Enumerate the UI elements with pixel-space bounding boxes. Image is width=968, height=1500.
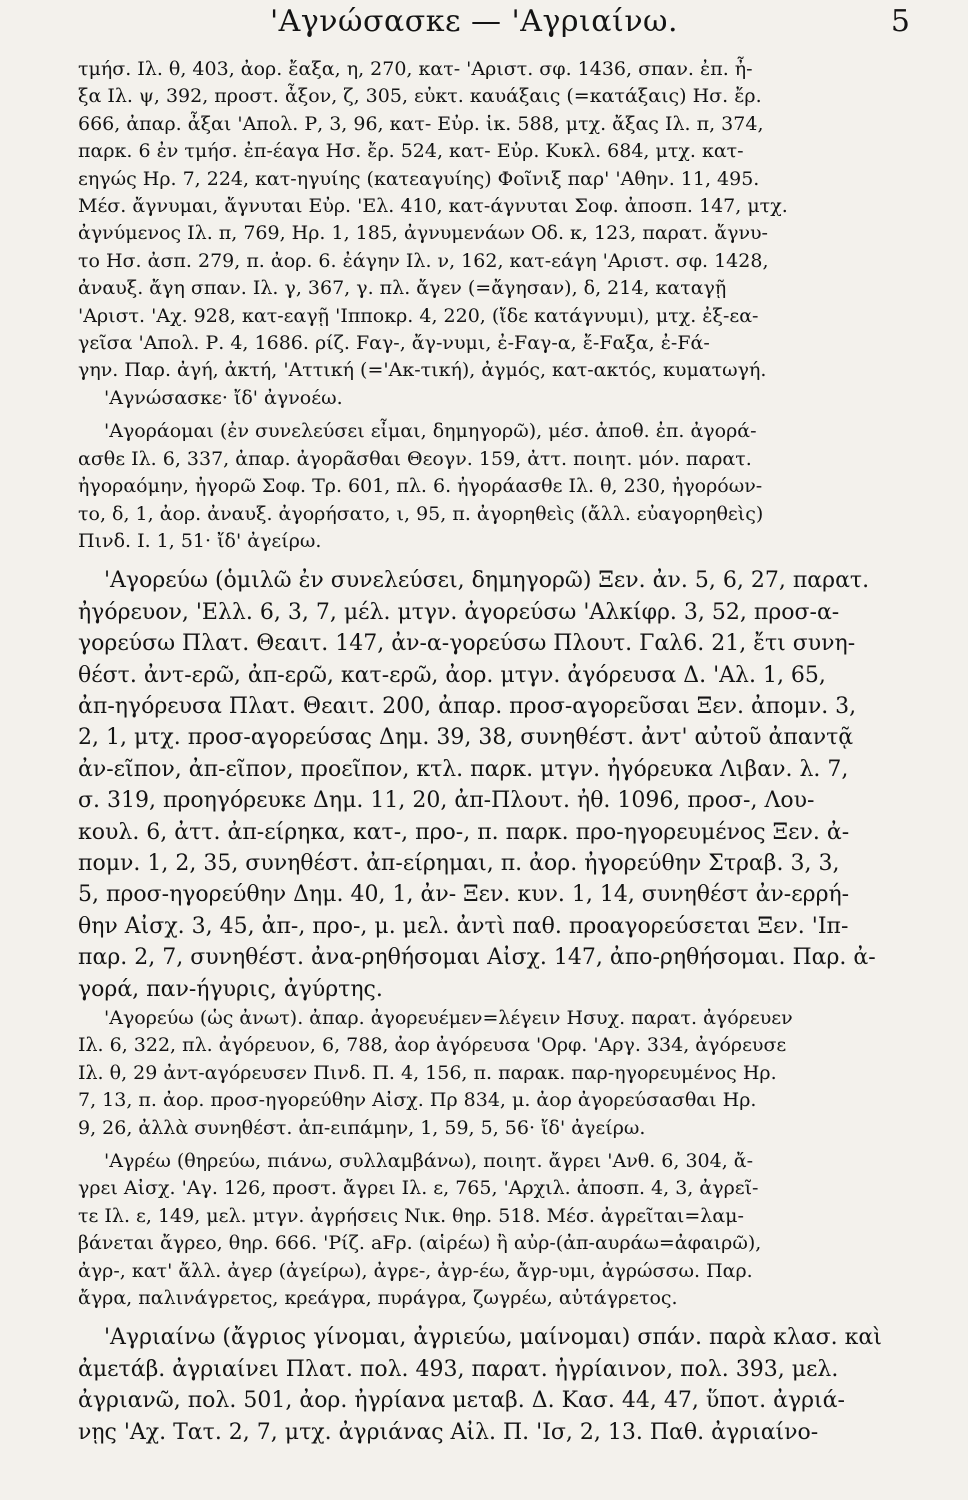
text-line: Πινδ. Ι. 1, 51· ἴδ' ἀγείρω. [78,529,322,552]
text-line: ἀναυξ. ἄγη σπαν. Ιλ. γ, 367, γ. πλ. ἄγεν (=ἄγησαν), δ, 214, καταγῇ [78,277,727,300]
dictionary-entry [78,418,886,555]
text-line: κουλ. 6, ἀττ. ἀπ-είρηκα, κατ-, προ-, π. παρκ. προ-ηγορευμένος Ξεν. ἀ- [78,819,850,845]
text-line: 666, ἀπαρ. ἆξαι 'Απολ. Ρ, 3, 96, κατ- Εὐρ. ἱκ. 588, μτχ. ἄξας Ιλ. π, 374, [78,112,764,135]
text-line: τμήσ. Ιλ. θ, 403, ἀορ. ἔαξα, η, 270, κατ- 'Αριστ. σφ. 1436, σπαν. ἐπ. ἦ- [78,58,753,80]
dictionary-entry [78,1005,886,1032]
text-line: ἠγοραόμην, ἠγορῶ Σοφ. Τρ. 601, πλ. 6. ἠγοράασθε Ιλ. θ, 230, ἠγορόων- [78,475,763,498]
dictionary-entry [78,597,886,1005]
text-line: 'Αγορεύω (ὡς ἀνωτ). ἀπαρ. ἀγορευέμεν=λέγειν Ησυχ. παρατ. ἀγόρευεν [104,1007,793,1029]
text-line: 2, 1, μτχ. προσ-αγορεύσας Δημ. 39, 38, συνηθέστ. ἀντ' αὐτοῦ ἀπαντᾷ [78,725,854,751]
text-line: ἄγρα, παλινάγρετος, κρεάγρα, πυράγρα, ζωγρέω, αὐτάγρετος. [78,1287,678,1310]
dictionary-entry [78,1032,886,1142]
text-line: γεῖσα 'Απολ. Ρ. 4, 1686. ρίζ. Fαγ-, ἄγ-νυμι, ἐ-Fαγ-α, ἔ-Fαξα, ἐ-Fά- [78,332,710,355]
text-line: γρει Αἰσχ. 'Αγ. 126, προστ. ἄγρει Ιλ. ε, 765, 'Αρχιλ. ἀποσπ. 4, 3, ἀγρεῖ- [78,1177,759,1200]
text-line: ἀμετάβ. ἀγριαίνει Πλατ. πολ. 493, παρατ. ἠγρίαινον, πολ. 393, μελ. [78,1356,839,1382]
dictionary-entry [78,1354,886,1448]
entry-gap [78,1312,886,1322]
text-line: ἠγόρευον, 'Ελλ. 6, 3, 7, μέλ. μτγν. ἀγορεύσω 'Αλκίφρ. 3, 52, προσ-α- [78,599,840,625]
text-line: γορά, παν-ήγυρις, ἀγύρτης. [78,976,383,1002]
page-number: 5 [890,4,910,39]
text-line: 'Αριστ. 'Αχ. 928, κατ-εαγῇ 'Ιπποκρ. 4, 220, (ἴδε κατάγνυμι), μτχ. ἐξ-εα- [78,304,759,327]
text-line: 'Αγορεύω (ὁμιλῶ ἐν συνελεύσει, δημηγορῶ) Ξεν. ἀν. 5, 6, 27, παρατ. [104,568,870,594]
text-line: Μέσ. ἄγνυμαι, ἄγνυται Εὐρ. 'Ελ. 410, κατ-άγνυται Σοφ. ἀποσπ. 147, μτχ. [78,195,788,218]
text-line: 'Αγνώσασκε· ἴδ' ἀγνοέω. [104,386,343,409]
text-line: νῃς 'Αχ. Τατ. 2, 7, μτχ. ἀγριάνας Αἰλ. Π. 'Ισ, 2, 13. Παθ. ἀγριαίνο- [78,1419,819,1445]
text-line: το, δ, 1, ἀορ. ἀναυξ. ἀγορήσατο, ι, 95, π. ἀγορηθεὶς (ἄλλ. εὐαγορηθεὶς) [78,502,764,525]
text-line: το Ησ. ἀσπ. 279, π. ἀορ. 6. ἐάγην Ιλ. ν, 162, κατ-εάγη 'Αριστ. σφ. 1428, [78,249,769,272]
text-line: παρκ. 6 ἐν τμήσ. ἐπ-έαγα Ησ. ἔρ. 524, κατ- Εὐρ. Κυκλ. 684, μτχ. κατ- [78,140,744,163]
dictionary-entry [78,565,886,596]
text-line: Ιλ. θ, 29 ἀντ-αγόρευσεν Πινδ. Π. 4, 156, π. παρακ. παρ-ηγορευμένος Ηρ. [78,1061,777,1084]
text-line: 'Αγριαίνω (ἄγριος γίνομαι, ἀγριεύω, μαίνομαι) σπάν. παρὰ κλασ. καὶ [104,1325,882,1351]
text-line: 'Αγοράομαι (ἐν συνελεύσει εἶμαι, δημηγορῶ), μέσ. ἀποθ. ἐπ. ἀγορά- [104,420,757,443]
text-line: τε Ιλ. ε, 149, μελ. μτγν. ἀγρήσεις Νικ. θηρ. 518. Μέσ. ἀγρεῖται=λαμ- [78,1204,744,1227]
text-line: ασθε Ιλ. 6, 337, ἀπαρ. ἀγορᾶσθαι Θεογν. 159, ἀττ. ποιητ. μόν. παρατ. [78,447,752,470]
entry-gap [78,555,886,565]
text-line: παρ. 2, 7, συνηθέστ. ἀνα-ρηθήσομαι Αἰσχ. 147, ἀπο-ρηθήσομαι. Παρ. ἀ- [78,945,876,971]
dictionary-entry [78,1148,886,1175]
running-head: 'Αγνώσασκε — 'Αγριαίνω. [269,4,679,39]
dictionary-entry [78,1322,886,1353]
text-line: θην Αἰσχ. 3, 45, ἀπ-, προ-, μ. μελ. ἀντὶ παθ. προαγορεύσεται Ξεν. 'Ιπ- [78,913,849,939]
text-line: 7, 13, π. ἀορ. προσ-ηγορεύθην Αἰσχ. Πρ 834, μ. ἀορ ἀγορεύσασθαι Ηρ. [78,1089,757,1112]
text-line: ἀγρ-, κατ' ἄλλ. ἀγερ (ἀγείρω), ἀγρε-, ἀγρ-έω, ἄγρ-υμι, ἀγρώσσω. Παρ. [78,1259,753,1282]
text-line: ἀπ-ηγόρευσα Πλατ. Θεαιτ. 200, ἀπαρ. προσ-αγορεῦσαι Ξεν. ἀπομν. 3, [78,693,857,719]
text-line: ἀγριανῶ, πολ. 501, ἀορ. ἠγρίανα μεταβ. Δ. Κασ. 44, 47, ὕποτ. ἀγριά- [78,1388,845,1414]
dictionary-entry [78,385,886,412]
text-line: ξα Ιλ. ψ, 392, προστ. ἆξον, ζ, 305, εὐκτ. καυάξαις (=κατάξαις) Ησ. ἔρ. [78,85,762,108]
text-line: 9, 26, ἀλλὰ συνηθέστ. ἀπ-ειπάμην, 1, 59, 5, 56· ἴδ' ἀγείρω. [78,1116,646,1139]
text-line: θέστ. ἀντ-ερῶ, ἀπ-ερῶ, κατ-ερῶ, ἀορ. μτγν. ἀγόρευσα Δ. 'Αλ. 1, 65, [78,662,826,688]
text-line: γορεύσω Πλατ. Θεαιτ. 147, ἀν-α-γορεύσω Πλουτ. Γαλ6. 21, ἔτι συνη- [78,631,856,657]
text-line: ἀν-εῖπον, ἀπ-εῖπον, προεῖπον, κτλ. παρκ. μτγν. ἠγόρευκα Λιβαν. λ. 7, [78,756,849,782]
text-line: εηγώς Ηρ. 7, 224, κατ-ηγυίης (κατεαγυίης) Φοῖνιξ παρ' 'Αθην. 11, 495. [78,167,760,190]
page-header [80,0,910,58]
dictionary-body [78,56,886,1448]
dictionary-entry [78,1175,886,1312]
text-line: γην. Παρ. ἀγή, ἀκτή, 'Αττική (='Ακ-τική), ἀγμός, κατ-ακτός, κυματωγή. [78,359,767,382]
text-line: βάνεται ἄγρεο, θηρ. 666. 'Ρίζ. aFρ. (αἱρέω) ἢ αὐρ-(ἀπ-αυράω=ἀφαιρῶ), [78,1232,762,1255]
text-line: ἀγνύμενος Ιλ. π, 769, Ηρ. 1, 185, ἀγνυμενάων Οδ. κ, 123, παρατ. ἄγνυ- [78,222,768,245]
dictionary-entry [78,56,886,385]
text-line: Ιλ. 6, 322, πλ. ἀγόρευον, 6, 788, ἀορ ἀγόρευσα 'Ορφ. 'Αργ. 334, ἀγόρευσε [78,1034,787,1057]
text-line: σ. 319, προηγόρευκε Δημ. 11, 20, ἀπ-Πλουτ. ἠθ. 1096, προσ-, Λου- [78,788,815,814]
text-line: πομν. 1, 2, 35, συνηθέστ. ἀπ-είρημαι, π. ἀορ. ἠγορεύθην Στραβ. 3, 3, [78,850,840,876]
text-line: 5, προσ-ηγορεύθην Δημ. 40, 1, ἀν- Ξεν. κυν. 1, 14, συνηθέστ ἀν-ερρή- [78,882,850,908]
text-line: 'Αγρέω (θηρεύω, πιάνω, συλλαμβάνω), ποιητ. ἄγρει 'Ανθ. 6, 304, ἄ- [104,1150,754,1173]
